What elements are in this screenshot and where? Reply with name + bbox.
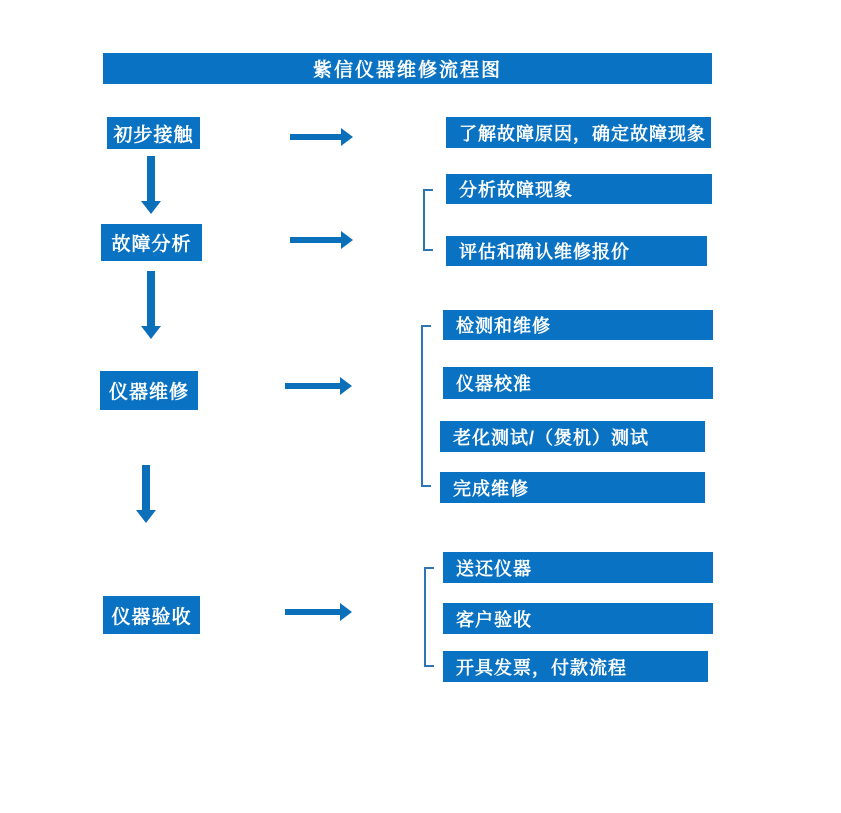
arrow-head <box>141 201 161 214</box>
step-label: 故障分析 <box>111 234 192 255</box>
arrow-head <box>341 128 353 146</box>
step-label: 仪器维修 <box>108 382 189 403</box>
detail-label: 了解故障原因，确定故障现象 <box>459 123 706 144</box>
arrow-shaft <box>285 609 340 615</box>
detail-label: 客户验收 <box>456 609 532 630</box>
detail-box-calibration <box>443 367 713 399</box>
title-bar <box>103 53 712 84</box>
down-arrow-icon-2 <box>141 271 161 339</box>
detail-box-complete-repair <box>440 472 705 503</box>
right-arrow-icon-2 <box>290 231 353 249</box>
step-label: 初步接触 <box>113 124 194 146</box>
down-arrow-icon-3 <box>136 465 156 523</box>
detail-label: 分析故障现象 <box>459 180 573 200</box>
detail-label: 老化测试/（煲机）测试 <box>453 427 649 448</box>
right-arrow-icon-3 <box>285 377 352 395</box>
arrow-shaft <box>147 271 155 326</box>
arrow-head <box>340 603 352 621</box>
step-box-instrument-repair <box>100 371 198 410</box>
detail-box-analyze-fault <box>446 174 712 204</box>
detail-box-customer-acceptance <box>443 603 713 634</box>
step-box-instrument-acceptance <box>103 596 200 634</box>
arrow-shaft <box>142 465 150 510</box>
step-box-fault-analysis <box>101 224 202 261</box>
detail-label: 开具发票，付款流程 <box>456 657 627 678</box>
detail-box-return-instrument <box>443 552 713 583</box>
arrow-shaft <box>285 383 340 389</box>
arrow-shaft <box>147 156 155 201</box>
detail-label: 检测和维修 <box>456 316 551 336</box>
arrow-shaft <box>290 134 341 140</box>
detail-box-understand-fault <box>446 117 711 148</box>
right-arrow-icon-4 <box>285 603 352 621</box>
arrow-head <box>340 377 352 395</box>
detail-box-invoice-payment <box>443 651 708 682</box>
step-label: 仪器验收 <box>111 606 192 628</box>
group-bracket-fault-analysis <box>423 189 433 251</box>
arrow-head <box>141 326 161 339</box>
arrow-head <box>341 231 353 249</box>
step-box-initial-contact <box>107 117 200 149</box>
detail-box-confirm-quotation <box>446 236 707 266</box>
group-bracket-instrument-acceptance <box>424 567 434 667</box>
detail-label: 仪器校准 <box>456 374 532 394</box>
detail-box-aging-test <box>440 421 705 452</box>
right-arrow-icon-1 <box>290 128 353 146</box>
group-bracket-instrument-repair <box>421 325 431 487</box>
detail-label: 评估和确认维修报价 <box>459 242 630 262</box>
arrow-head <box>136 510 156 523</box>
detail-label: 完成维修 <box>453 478 529 499</box>
detail-box-test-and-repair <box>443 310 713 340</box>
page-title: 紫信仪器维修流程图 <box>312 60 502 81</box>
detail-label: 送还仪器 <box>456 558 532 579</box>
down-arrow-icon-1 <box>141 156 161 214</box>
arrow-shaft <box>290 237 341 243</box>
